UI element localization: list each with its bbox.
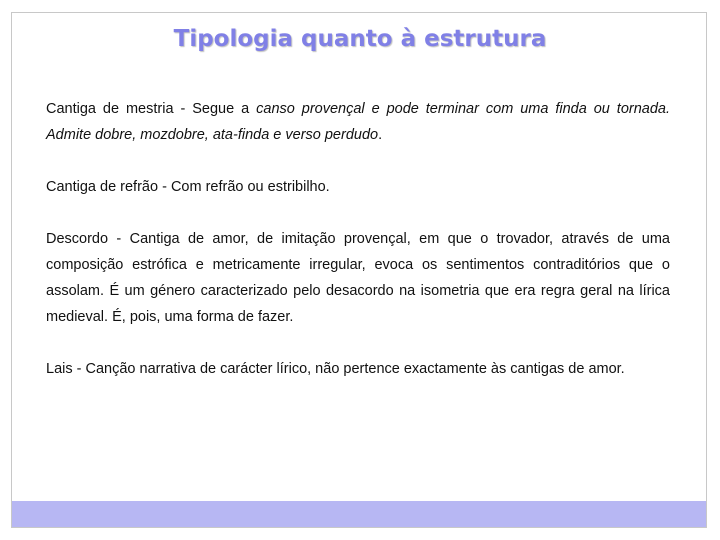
term-lais: Lais	[46, 361, 73, 377]
slide-content	[46, 96, 670, 382]
paragraph-cantiga-de-refrao	[46, 174, 670, 200]
paragraph-lais	[46, 356, 670, 382]
paragraph-descordo	[46, 226, 670, 330]
term-cantiga-de-mestria: Cantiga de mestria	[46, 101, 174, 117]
slide-title: Tipologia quanto à estrutura	[173, 26, 547, 52]
separator: -	[72, 361, 86, 377]
separator: -	[108, 231, 130, 247]
definition-text: Canção narrativa de carácter lírico, não pertence exactamente às cantigas de amor.	[85, 361, 625, 377]
paragraph-cantiga-de-mestria	[46, 96, 670, 148]
separator: -	[158, 179, 171, 195]
term-cantiga-de-refrao: Cantiga de refrão	[46, 179, 159, 195]
definition-text: Segue a	[192, 101, 257, 117]
definition-text: Com refrão ou estribilho.	[170, 179, 330, 195]
definition-italic-text: canso provençal e pode terminar com uma finda ou tornada. Admite dobre, mozdobre, ata-finda e verso perdudo	[46, 101, 671, 143]
separator: -	[173, 101, 193, 117]
footer-bar	[12, 501, 706, 527]
term-descordo: Descordo	[46, 231, 109, 247]
definition-text: Cantiga de amor, de imitação provençal, em que o trovador, através de uma composição estrófica e metricamente irregular, evoca os sentimentos contraditórios que o assolam. É um género caracterizado pelo desacordo na isometria que era regra geral na lírica medieval. É, pois, uma forma de fazer.	[46, 231, 670, 325]
definition-end: .	[378, 127, 383, 143]
